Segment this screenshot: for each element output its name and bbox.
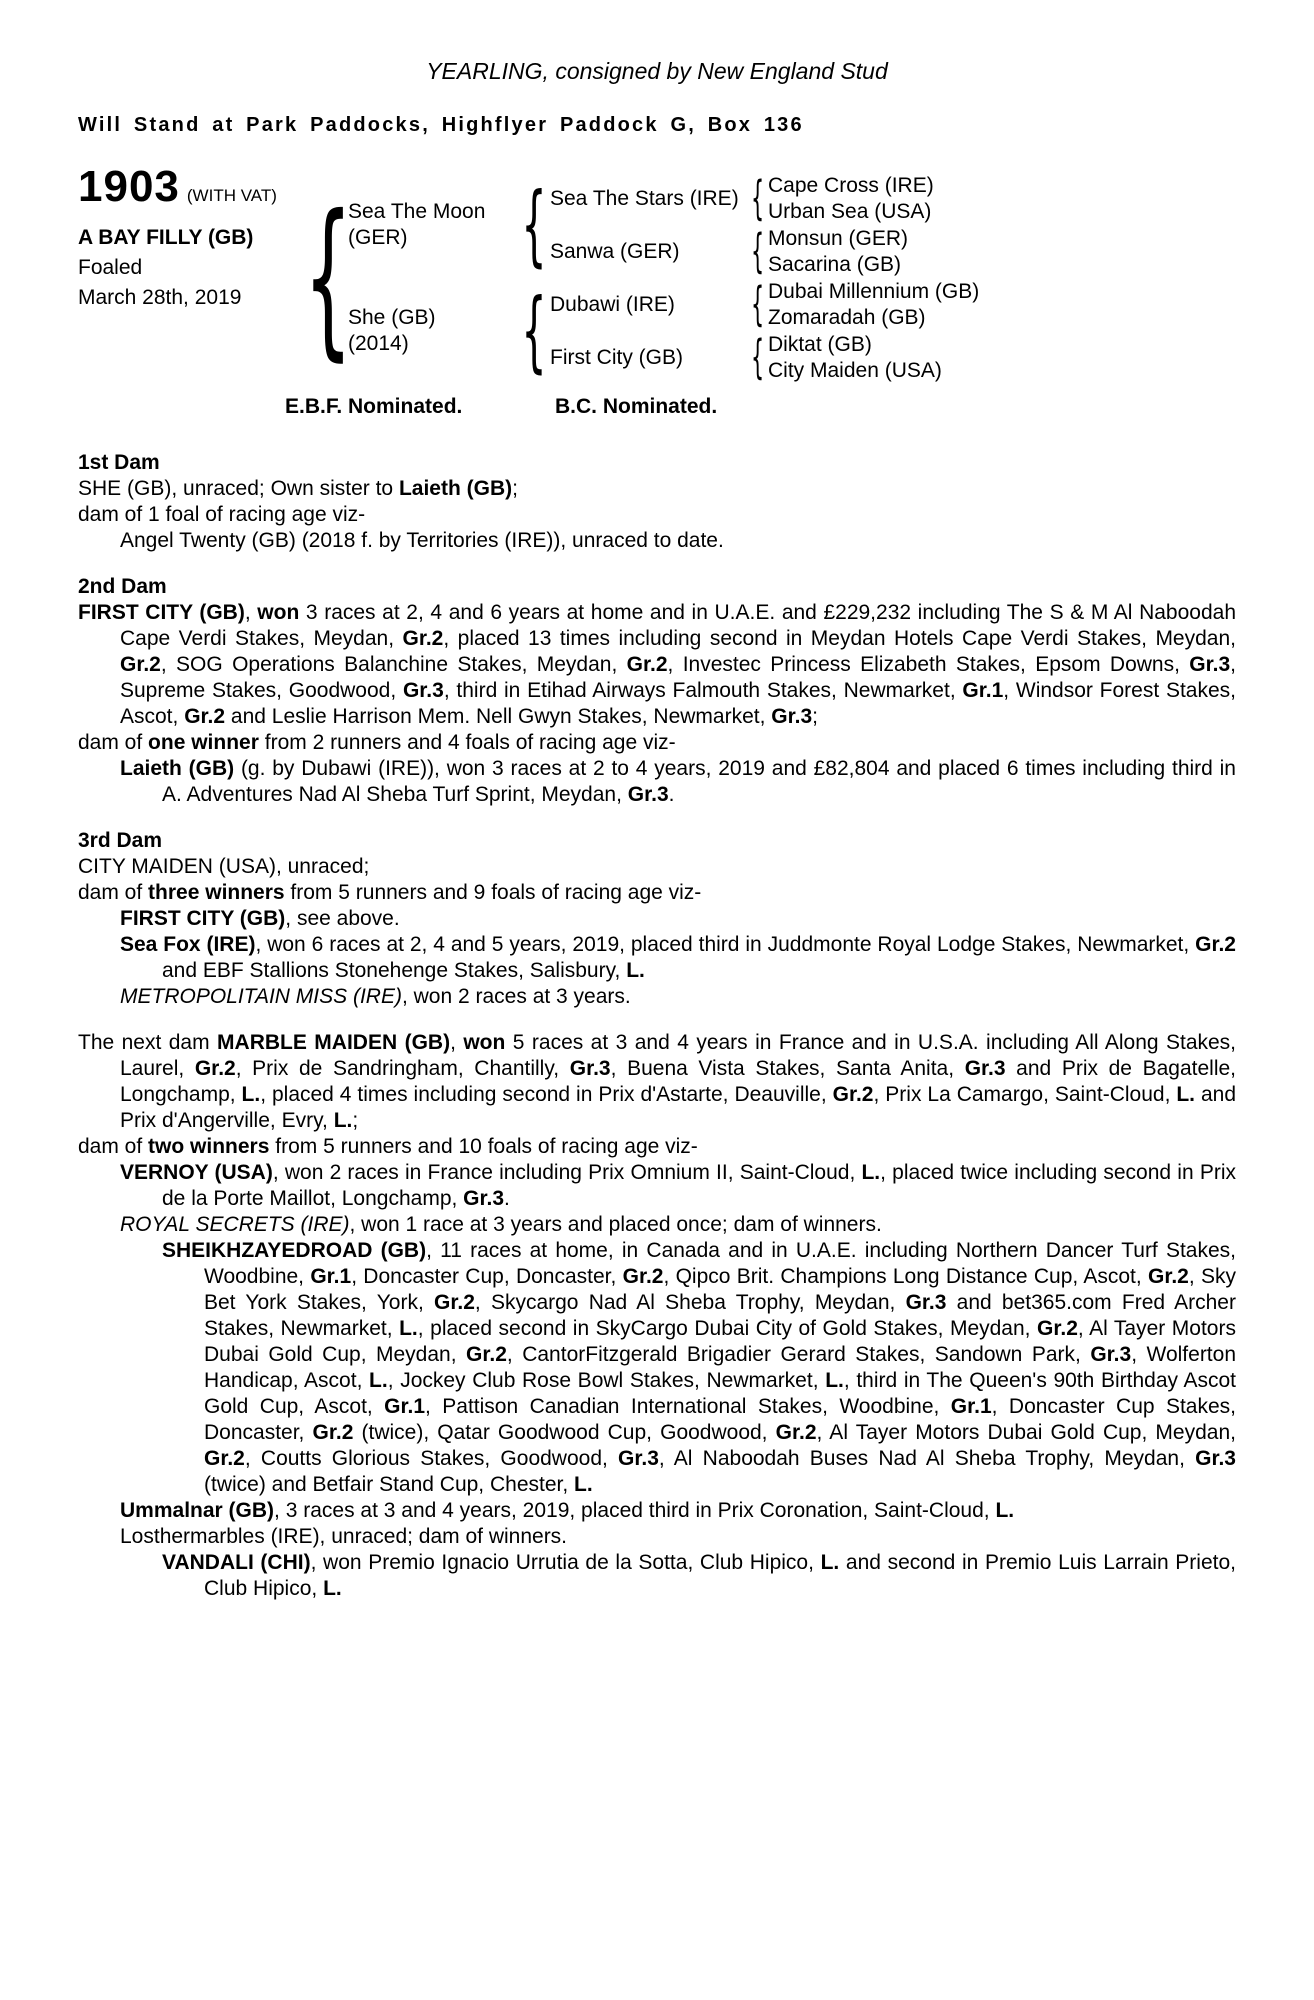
text-run: Gr.2 [1195,933,1236,956]
text-run: Gr.3 [1189,653,1231,676]
text-run: , third in The Queen's 90th Birthday Ascot Gold Cup, Ascot, [204,1369,1237,1418]
text-run: from 5 runners and 9 foals of racing age viz- [284,881,702,904]
text-run: Gr.2 [1147,1265,1189,1288]
great-grandparent-name: Zomaradah (GB) [768,305,926,329]
lot-info [78,162,314,384]
text-run: Losthermarbles (IRE), unraced; dam of winners. [120,1525,568,1548]
gp-row [546,278,1236,331]
text-run: two winners [148,1135,270,1158]
lot-vat-note: (WITH VAT) [186,186,277,205]
text-run: , Buena Vista Stakes, Santa Anita, [610,1057,965,1080]
text-run: Gr.2 [120,653,161,676]
text-run: , Jockey Club Rose Bowl Stakes, Newmarket, [387,1369,826,1392]
brace-ggp-icon: { [751,276,765,331]
text-run: , third in Etihad Airways Falmouth Stakes, Newmarket, [443,679,963,702]
text-run: L. [861,1161,881,1184]
text-run: VANDALI (CHI) [162,1551,311,1574]
pedigree-paragraph [78,984,1236,1010]
text-run: L. [333,1109,353,1132]
text-run: Gr.2 [194,1057,236,1080]
text-run: , Al Tayer Motors Dubai Gold Cup, Meydan, [204,1317,1236,1366]
text-run: L. [323,1577,342,1600]
lot-number: 1903 [78,162,180,211]
text-run: L. [369,1369,388,1392]
text-run: SHE (GB), unraced; Own sister to [78,477,399,500]
pedigree-paragraph [78,880,1236,906]
text-run: Gr.2 [832,1083,874,1106]
text-run: , Supreme Stakes, Goodwood, [120,653,1237,702]
text-run: , 11 races at home, in Canada and in U.A.E. including Northern Dancer Turf Stakes, Woodbine, [204,1239,1236,1288]
text-run: and bet365.com Fred Archer Stakes, Newmarket, [204,1291,1236,1340]
text-run: Gr.3 [569,1057,611,1080]
text-run: , won 1 race at 3 years and placed once; dam of winners. [349,1213,882,1236]
text-run: Gr.1 [310,1265,352,1288]
text-run: , Wolferton Handicap, Ascot, [204,1343,1236,1392]
text-run: Gr.3 [402,679,444,702]
text-run: and Leslie Harrison Mem. Nell Gwyn Stakes, Newmarket, [225,705,772,728]
sire-grandparents [522,172,1236,278]
text-run: Gr.3 [618,1447,659,1470]
pedigree-block [78,162,1236,384]
horse-description: A BAY FILLY (GB) [78,226,254,249]
pedigree-paragraph [78,476,1236,502]
stand-location: Will Stand at Park Paddocks, Highflyer Paddock G, Box 136 [78,114,804,136]
text-run: FIRST CITY (GB) [120,907,286,930]
text-run: METROPOLITAIN MISS (IRE) [120,985,402,1008]
text-run: MARBLE MAIDEN (GB) [217,1031,451,1054]
text-run: , [244,601,258,624]
text-run: one winner [148,731,259,754]
text-run: dam of 1 foal of racing age viz- [78,503,366,526]
text-run: Sea Fox (IRE) [120,933,256,956]
grandsire-name: Sea The Stars (IRE) [550,186,739,210]
text-run: , Prix de Sandringham, Chantilly, [235,1057,570,1080]
pedigree-tree-main [342,172,1236,384]
text-run: , won 6 races at 2, 4 and 5 years, 2019, placed third in Juddmonte Royal Lodge Stakes, Newmarket, [255,933,1196,956]
text-run: , SOG Operations Balanchine Stakes, Meydan, [160,653,627,676]
text-run: L. [1176,1083,1196,1106]
text-run: , Pattison Canadian International Stakes, Woodbine, [425,1395,951,1418]
sire-name: Sea The Moon [348,200,486,223]
text-run: , [450,1031,464,1054]
text-run: won [463,1031,506,1054]
dam-cell [342,278,522,384]
dam-section [78,1030,1236,1602]
text-run: dam of [78,881,149,904]
text-run: L. [825,1369,844,1392]
text-run: Gr.3 [1195,1447,1236,1470]
pedigree-sections [78,450,1236,1602]
brace-sire-gp-icon: { [521,172,547,276]
text-run: Gr.3 [463,1187,505,1210]
nominations-row [78,394,1236,420]
section-heading: 3rd Dam [78,829,163,852]
text-run: (g. by Dubawi (IRE)), won 3 races at 2 to 4 years, 2019 and £82,804 and placed 6 times including third in A. Adventures Nad Al Sheba Turf Sprint, Meydan, [162,757,1236,806]
gp-row [546,331,1236,384]
great-grandparent-name: Urban Sea (USA) [768,199,932,223]
brace-dam-gp-icon: { [521,278,547,382]
sire-suffix: (GER) [348,226,408,249]
sire-cell [342,172,522,278]
pedigree-paragraph [78,1550,1236,1602]
text-run: Laieth (GB) [120,757,235,780]
text-run: Gr.2 [402,627,444,650]
gp-row [546,172,1236,225]
text-run: Gr.3 [905,1291,947,1314]
text-run: , Windsor Forest Stakes, Ascot, [120,679,1236,728]
dam-suffix: (2014) [348,332,409,355]
text-run: and Prix d'Angerville, Evry, [120,1083,1237,1132]
text-run: from 2 runners and 4 foals of racing age viz- [258,731,676,754]
pedigree-paragraph [78,600,1236,730]
text-run: , Qipco Brit. Champions Long Distance Cup, Ascot, [663,1265,1148,1288]
text-run: Ummalnar (GB) [120,1499,275,1522]
text-run: L. [399,1317,418,1340]
dam-section [78,828,1236,1010]
foaled-date: March 28th, 2019 [78,286,242,309]
text-run: Gr.2 [312,1421,354,1444]
pedigree-paragraph [78,1030,1236,1134]
brace-ggp-icon: { [751,223,765,278]
text-run: Gr.3 [1090,1343,1132,1366]
brace-parents-icon: { [303,178,353,377]
gp-row [546,225,1236,278]
text-run: , won 2 races in France including Prix Omnium II, Saint-Cloud, [272,1161,862,1184]
pedigree-paragraph [78,1212,1236,1238]
dam-half [342,278,1236,384]
text-run: and EBF Stallions Stonehenge Stakes, Salisbury, [162,959,627,982]
text-run: Gr.2 [626,653,668,676]
bc-nomination: B.C. Nominated. [555,395,718,418]
text-run: from 5 runners and 10 foals of racing age viz- [269,1135,698,1158]
text-run: L. [626,959,645,982]
text-run: 5 races at 3 and 4 years in France and in U.S.A. including All Along Stakes, Laurel, [120,1031,1237,1080]
text-run: dam of [78,1135,149,1158]
text-run: , Sky Bet York Stakes, York, [204,1265,1236,1314]
pedigree-paragraph [78,1498,1236,1524]
great-grandparent-name: Monsun (GER) [768,226,909,250]
text-run: Angel Twenty (GB) (2018 f. by Territories (IRE)), unraced to date. [120,529,724,552]
text-run: , Coutts Glorious Stakes, Goodwood, [244,1447,619,1470]
text-run: Gr.2 [622,1265,664,1288]
text-run: L. [820,1551,840,1574]
text-run: , Skycargo Nad Al Sheba Trophy, Meydan, [474,1291,906,1314]
pedigree-paragraph [78,756,1236,808]
text-run: won [257,601,300,624]
text-run: Gr.2 [204,1447,245,1470]
text-run: , 3 races at 3 and 4 years, 2019, placed third in Prix Coronation, Saint-Cloud, [274,1499,996,1522]
pedigree-paragraph [78,932,1236,984]
text-run: Gr.1 [384,1395,426,1418]
text-run: , Investec Princess Elizabeth Stakes, Epsom Downs, [667,653,1190,676]
grandsire-name: Dubawi (IRE) [550,292,675,316]
great-grandparent-name: City Maiden (USA) [768,358,942,382]
pedigree-paragraph [78,1134,1236,1160]
text-run: , won Premio Ignacio Urrutia de la Sotta, Club Hipico, [310,1551,821,1574]
text-run: 3 races at 2, 4 and 6 years at home and in U.A.E. and £229,232 including The S & M Al Naboodah Cape Verdi Stakes, Meydan, [120,601,1236,650]
text-run: ROYAL SECRETS (IRE) [120,1213,350,1236]
text-run: L. [574,1473,593,1496]
section-heading: 2nd Dam [78,575,167,598]
text-run: dam of [78,731,149,754]
text-run: , CantorFitzgerald Brigadier Gerard Stakes, Sandown Park, [506,1343,1091,1366]
dam-name: She (GB) [348,306,436,329]
text-run: SHEIKHZAYEDROAD (GB) [162,1239,427,1262]
text-run: (twice) and Betfair Stand Cup, Chester, [204,1473,575,1496]
text-run: Gr.1 [950,1395,992,1418]
text-run: Gr.1 [962,679,1004,702]
lot-number-row [78,162,314,211]
pedigree-tree [303,170,1236,384]
text-run: Gr.3 [964,1057,1006,1080]
section-heading: 1st Dam [78,451,160,474]
text-run: , placed 4 times including second in Prix d'Astarte, Deauville, [260,1083,833,1106]
great-grandparent-name: Diktat (GB) [768,332,872,356]
text-run: Gr.2 [434,1291,475,1314]
text-run: Gr.2 [184,705,226,728]
text-run: ; [352,1109,359,1132]
text-run: Gr.2 [1037,1317,1078,1340]
dam-section [78,574,1236,808]
brace-ggp-icon: { [751,329,765,384]
text-run: , Prix La Camargo, Saint-Cloud, [873,1083,1177,1106]
text-run: L. [241,1083,261,1106]
text-run: , won 2 races at 3 years. [401,985,631,1008]
pedigree-paragraph [78,730,1236,756]
text-run: Gr.2 [775,1421,817,1444]
text-run: Gr.3 [627,783,669,806]
text-run: and second in Premio Luis Larrain Prieto, Club Hipico, [204,1551,1236,1600]
text-run: , placed twice including second in Prix de la Porte Maillot, Longchamp, [162,1161,1236,1210]
text-run: Laieth (GB) [398,477,513,500]
text-run: CITY MAIDEN (USA), unraced; [78,855,370,878]
text-run: The next dam [78,1031,218,1054]
pedigree-paragraph [78,1524,1236,1550]
great-grandparent-name: Cape Cross (IRE) [768,173,934,197]
consignment-title: YEARLING, consigned by New England Stud [426,58,888,84]
text-run: VERNOY (USA) [120,1161,273,1184]
text-run: , Al Naboodah Buses Nad Al Sheba Trophy, Meydan, [658,1447,1196,1470]
granddam-name: Sanwa (GER) [550,239,680,263]
pedigree-paragraph [78,906,1236,932]
sire-half [342,172,1236,278]
text-run: , Doncaster Cup Stakes, Doncaster, [204,1395,1237,1444]
pedigree-paragraph [78,502,1236,528]
text-run: (twice), Qatar Goodwood Cup, Goodwood, [353,1421,776,1444]
text-run: , Al Tayer Motors Dubai Gold Cup, Meydan, [816,1421,1236,1444]
text-run: ; [512,477,518,500]
text-run: . [504,1187,510,1210]
foaled-label: Foaled [78,256,143,279]
pedigree-paragraph [78,1238,1236,1498]
text-run: FIRST CITY (GB) [78,601,245,624]
text-run: . [668,783,675,806]
text-run: Gr.2 [466,1343,507,1366]
great-grandparent-name: Dubai Millennium (GB) [768,279,980,303]
text-run: , placed second in SkyCargo Dubai City of Gold Stakes, Meydan, [417,1317,1038,1340]
text-run: and Prix de Bagatelle, Longchamp, [120,1057,1237,1106]
dam-grandparents [522,278,1236,384]
pedigree-paragraph [78,854,1236,880]
pedigree-paragraph [78,1160,1236,1212]
great-grandparent-name: Sacarina (GB) [768,252,902,276]
text-run: , placed 13 times including second in Meydan Hotels Cape Verdi Stakes, Meydan, [443,627,1236,650]
ebf-nomination: E.B.F. Nominated. [285,395,463,418]
granddam-name: First City (GB) [550,345,683,369]
text-run: three winners [148,881,285,904]
brace-ggp-icon: { [751,170,765,225]
text-run: ; [812,705,818,728]
text-run: L. [995,1499,1015,1522]
text-run: , Doncaster Cup, Doncaster, [351,1265,623,1288]
pedigree-paragraph [78,528,1236,554]
dam-section [78,450,1236,554]
text-run: Gr.3 [771,705,813,728]
text-run: , see above. [285,907,400,930]
